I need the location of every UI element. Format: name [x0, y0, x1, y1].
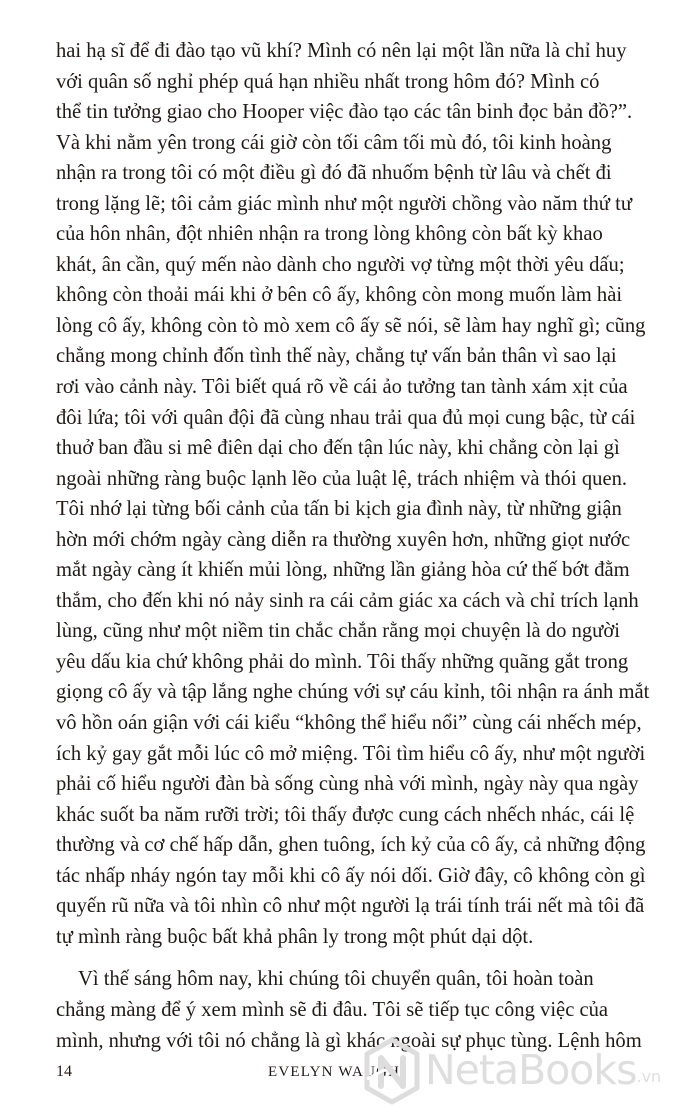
text-line: thuở ban đầu si mê điên dại cho đến tận lúc này, khi chẳng còn lại gì: [56, 437, 620, 460]
paragraph-1: [56, 36, 650, 952]
text-line: chẳng màng để ý xem mình sẽ đi đâu. Tôi sẽ tiếp tục công việc của: [56, 998, 609, 1021]
text-line: lòng cô ấy, không còn tò mò xem cô ấy sẽ nói, sẽ làm hay nghĩ gì; cũng: [56, 314, 646, 337]
page-number: 14: [56, 1063, 72, 1080]
text-line: tự mình ràng buộc bất khả phân ly trong một phút dại dột.: [56, 925, 534, 948]
text-line: đôi lứa; tôi với quân đội đã cùng nhau trải qua đủ mọi cung bậc, từ cái: [56, 406, 636, 429]
text-line: mình, nhưng với tôi nó chẳng là gì khác ngoài sự phục tùng. Lệnh hôm: [56, 1029, 642, 1052]
text-line: khát, ân cần, quý mến nào dành cho người vợ từng một thời yêu dấu;: [56, 253, 625, 276]
text-line: thể tin tưởng giao cho Hooper việc đào tạo các tân binh đọc bản đồ?”.: [56, 101, 633, 124]
text-line: tác nhấp nháy ngón tay mỗi khi cô ấy nói dối. Giờ đây, cô không còn gì: [56, 864, 646, 887]
text-line: lùng, cũng như một niềm tin chắc chắn rằng mọi chuyện là do người: [56, 620, 620, 643]
text-line: chẳng mong chỉnh đốn tình thế này, chẳng tự vấn bản thân vì sao lại: [56, 345, 617, 368]
text-line: yêu dấu kia chứ không phải do mình. Tôi thấy những quãng gắt trong: [56, 650, 629, 673]
text-line: Tôi nhớ lại từng bối cảnh của tấn bi kịch gia đình này, từ những giận: [56, 498, 622, 521]
text-line: vô hồn oán giận với cái kiểu “không thể hiểu nổi” cùng cái nhếch mép,: [56, 712, 642, 735]
paragraph-2: [56, 964, 641, 1056]
text-line: rơi vào cảnh này. Tôi biết quá rõ về cái ảo tưởng tan tành xám xịt của: [56, 376, 628, 399]
text-line: hai hạ sĩ để đi đào tạo vũ khí? Mình có nên lại một lần nữa là chỉ huy: [56, 40, 627, 62]
text-line: quyến rũ nữa và tôi nhìn cô như một người lạ trái tính trái nết mà tôi đã: [56, 895, 645, 918]
paragraph-spacing: [56, 952, 641, 964]
watermark-domain-suffix: .vn: [636, 1067, 662, 1086]
text-line: giọng cô ấy và tập lắng nghe chúng với sự cáu kỉnh, tôi nhận ra ánh mắt: [56, 681, 650, 704]
text-line: nhận ra trong tôi có một điều gì đó đã nhuốm bệnh từ lâu và chết đi: [56, 162, 612, 185]
text-line: thường và cơ chế hấp dẫn, ghen tuông, ích kỷ của cô ấy, cả những động: [56, 834, 646, 857]
text-line: với quân số nghỉ phép quá hạn nhiều nhất trong hôm đó? Mình có: [56, 70, 600, 93]
text-line: Và khi nằm yên trong cái giờ còn tối câm tối mù đó, tôi kinh hoàng: [56, 131, 612, 154]
text-line: ngoài những ràng buộc lạnh lẽo của luật lệ, trách nhiệm và thói quen.: [56, 467, 628, 490]
text-line: trong lặng lẽ; tôi cảm giác mình như một người chồng vào năm thứ tư: [56, 192, 633, 215]
text-line: không còn thoải mái khi ở bên cô ấy, không còn mong muốn làm hài: [56, 284, 623, 307]
text-line: của hôn nhân, đột nhiên nhận ra trong lòng không còn bất kỳ khao: [56, 223, 603, 246]
text-line: ích kỷ gay gắt mỗi lúc cô mở miệng. Tôi tìm hiểu cô ấy, như một người: [56, 742, 646, 765]
text-line: Vì thế sáng hôm nay, khi chúng tôi chuyển quân, tôi hoàn toàn: [78, 968, 594, 991]
watermark-brand: NetaBooks: [425, 1046, 637, 1094]
author-running-head: EVELYN WAUGH: [268, 1064, 401, 1080]
text-line: mắt ngày càng ít khiến mủi lòng, những lần giảng hòa cứ thế bớt đằm: [56, 559, 630, 582]
page-footer: [56, 1056, 645, 1088]
book-page-body: [56, 36, 650, 1056]
text-line: hờn mới chớm ngày càng diễn ra thường xuyên hơn, những giọt nước: [56, 528, 631, 551]
text-line: khác suốt ba năm rưỡi trời; tôi thấy được cung cách nhếch nhác, cái lệ: [56, 803, 635, 826]
text-line: phải cố hiểu người đàn bà sống cùng nhà với mình, ngày này qua ngày: [56, 773, 639, 796]
text-line: thắm, cho đến khi nó nảy sinh ra cái cảm giác xa cách và chỉ trích lạnh: [56, 589, 639, 612]
